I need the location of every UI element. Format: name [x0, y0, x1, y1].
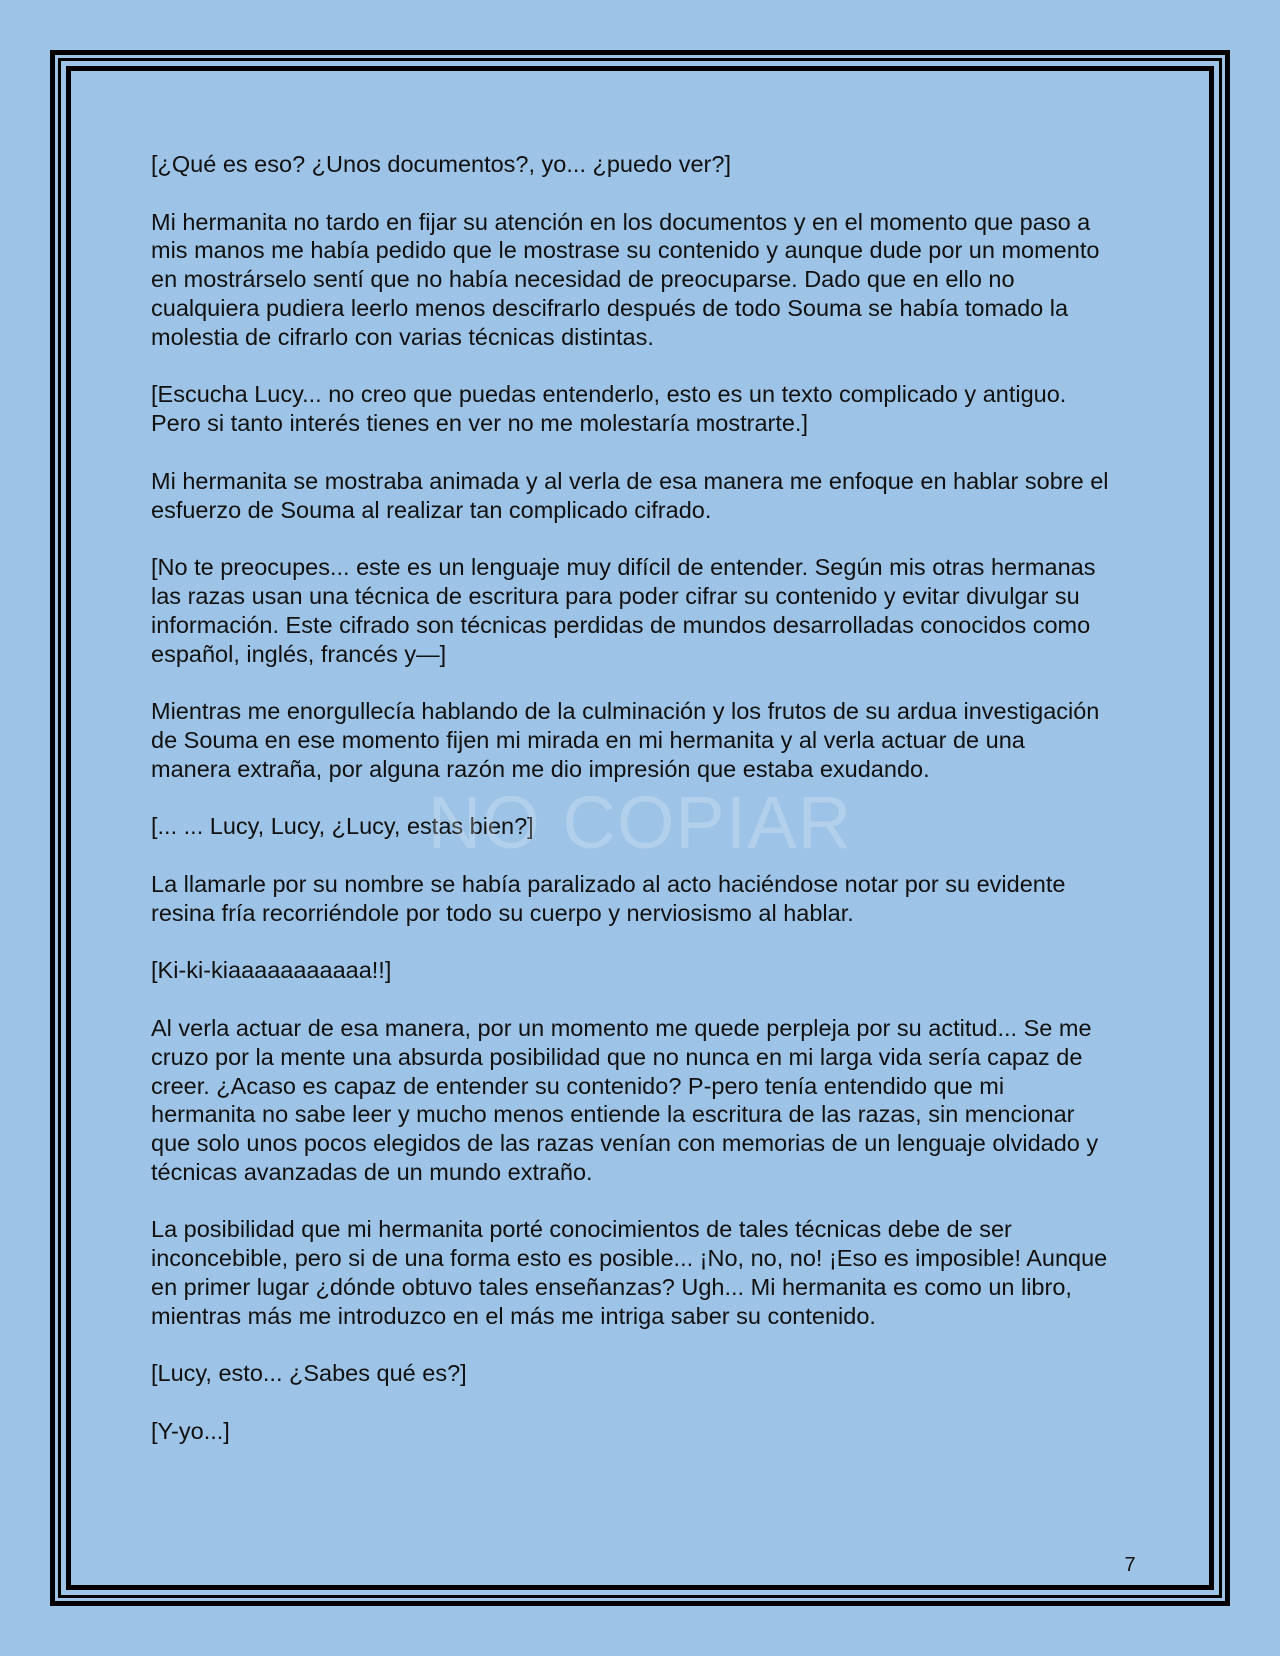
paragraph-1: [¿Qué es eso? ¿Unos documentos?, yo... ¿puedo ver?] — [151, 151, 731, 177]
paragraph-4: Mi hermanita se mostraba animada y al verla de esa manera me enfoque en hablar sobre el esfuerzo de Souma al realizar tan complicado cifrado. — [151, 467, 1109, 523]
page-number: 7 — [1124, 1554, 1136, 1576]
watermark: NO COPIAR — [427, 781, 853, 864]
paragraph-2: Mi hermanita no tardo en fijar su atención en los documentos y en el momento que paso a mis manos me había pedido que le mostrase su contenido y aunque dude por un momento en mostrárselo sentí que no había necesidad de preocuparse. Dado que en ello no cualquiera pudiera leerlo menos descifrarlo después de todo Souma se había tomado la molestia de cifrarlo con varias técnicas distintas. — [151, 208, 1100, 350]
paragraph-7: [... ... Lucy, Lucy, ¿Lucy, estas bien?] — [151, 813, 534, 840]
paragraph-10: Al verla actuar de esa manera, por un momento me quede perpleja por su actitud... Se me cruzo por la mente una absurda posibilidad que no nunca en mi larga vida sería capaz de creer. ¿Acaso es capaz de entender su contenido? P-pero tenía entendido que mi hermanita no sabe leer y mucho menos entiende la escritura de las razas, sin mencionar que solo unos pocos elegidos de las razas venían con memorias de un lenguaje olvidado y técnicas avanzadas de un mundo extraño. — [151, 1014, 1099, 1185]
paragraph-11: La posibilidad que mi hermanita porté conocimientos de tales técnicas debe de ser inconcebible, pero si de una forma esto es posible... ¡No, no, no! ¡Eso es imposible! Aunque en primer lugar ¿dónde obtuvo tales enseñanzas? Ugh... Mi hermanita es como un libro, mientras más me introduzco en el más me intriga saber su contenido. — [151, 1216, 1108, 1329]
paragraph-5: [No te preocupes... este es un lenguaje muy difícil de entender. Según mis otras hermanas las razas usan una técnica de escritura para poder cifrar su contenido y evitar divulgar su información. Este cifrado son técnicas perdidas de mundos desarrolladas conocidos como español, inglés, francés y—] — [151, 554, 1096, 667]
paragraph-8: La llamarle por su nombre se había paralizado al acto haciéndose notar por su evidente resina fría recorriéndole por todo su cuerpo y nerviosismo al hablar. — [151, 870, 1066, 926]
page-body — [151, 150, 1111, 1475]
paragraph-13: [Y-yo...] — [151, 1418, 230, 1445]
paragraph-6: Mientras me enorgullecía hablando de la culminación y los frutos de su ardua investigación de Souma en ese momento fijen mi mirada en mi hermanita y al verla actuar de una manera extraña, por alguna razón me dio impresión que estaba exudando. — [151, 698, 1100, 782]
paragraph-12: [Lucy, esto... ¿Sabes qué es?] — [151, 1360, 467, 1387]
paragraph-3: [Escucha Lucy... no creo que puedas entenderlo, esto es un texto complicado y antiguo. Pero si tanto interés tienes en ver no me molestaría mostrarte.] — [151, 381, 1067, 437]
paragraph-9: [Ki-ki-kiaaaaaaaaaaa!!] — [151, 957, 392, 984]
